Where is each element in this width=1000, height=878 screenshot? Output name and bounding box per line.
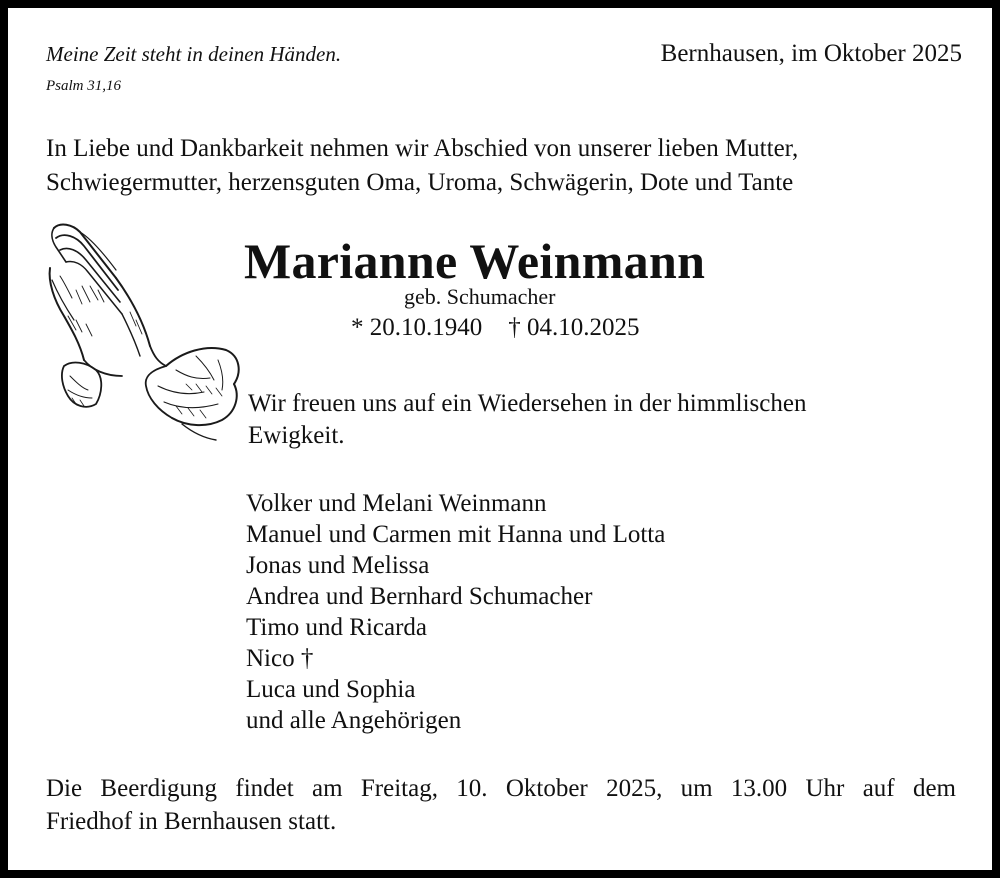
- praying-hands-icon: [46, 220, 242, 446]
- mourner-item: Nico †: [246, 645, 314, 672]
- mourner-item: Volker und Melani Weinmann: [246, 490, 547, 517]
- birth-name: geb. Schumacher: [404, 284, 556, 309]
- mourner-item: Andrea und Bernhard Schumacher: [246, 583, 593, 610]
- motto-quote: Meine Zeit steht in deinen Händen.: [46, 42, 342, 66]
- farewell-verse: [248, 388, 806, 452]
- mourner-item: Luca und Sophia: [246, 676, 416, 703]
- psalm-reference: Psalm 31,16: [46, 78, 121, 94]
- birth-date: * 20.10.1940: [351, 314, 483, 341]
- mourner-item: und alle Angehörigen: [246, 707, 462, 734]
- mourner-item: Manuel und Carmen mit Hanna und Lotta: [246, 521, 666, 548]
- intro-line-1: In Liebe und Dankbarkeit nehmen wir Abschied von unserer lieben Mutter,: [46, 135, 799, 162]
- life-dates: [351, 314, 640, 342]
- mourners-list: [246, 488, 665, 736]
- mourner-item: Timo und Ricarda: [246, 614, 428, 641]
- intro-text: [46, 132, 798, 200]
- funeral-notice: [46, 772, 956, 838]
- verse-line-1: Wir freuen uns auf ein Wiedersehen in der himmlischen: [248, 390, 807, 417]
- mourner-item: Jonas und Melissa: [246, 552, 430, 579]
- intro-line-2: Schwiegermutter, herzensguten Oma, Uroma, Schwägerin, Dote und Tante: [46, 169, 794, 196]
- deceased-name: Marianne Weinmann: [244, 233, 706, 289]
- place-date: Bernhausen, im Oktober 2025: [660, 40, 962, 67]
- funeral-line-2: Friedhof in Bernhausen statt.: [46, 808, 337, 835]
- death-date: † 04.10.2025: [508, 314, 640, 341]
- verse-line-2: Ewigkeit.: [248, 422, 345, 449]
- funeral-line-1: Die Beerdigung findet am Freitag, 10. Oktober 2025, um 13.00 Uhr auf dem: [46, 775, 956, 802]
